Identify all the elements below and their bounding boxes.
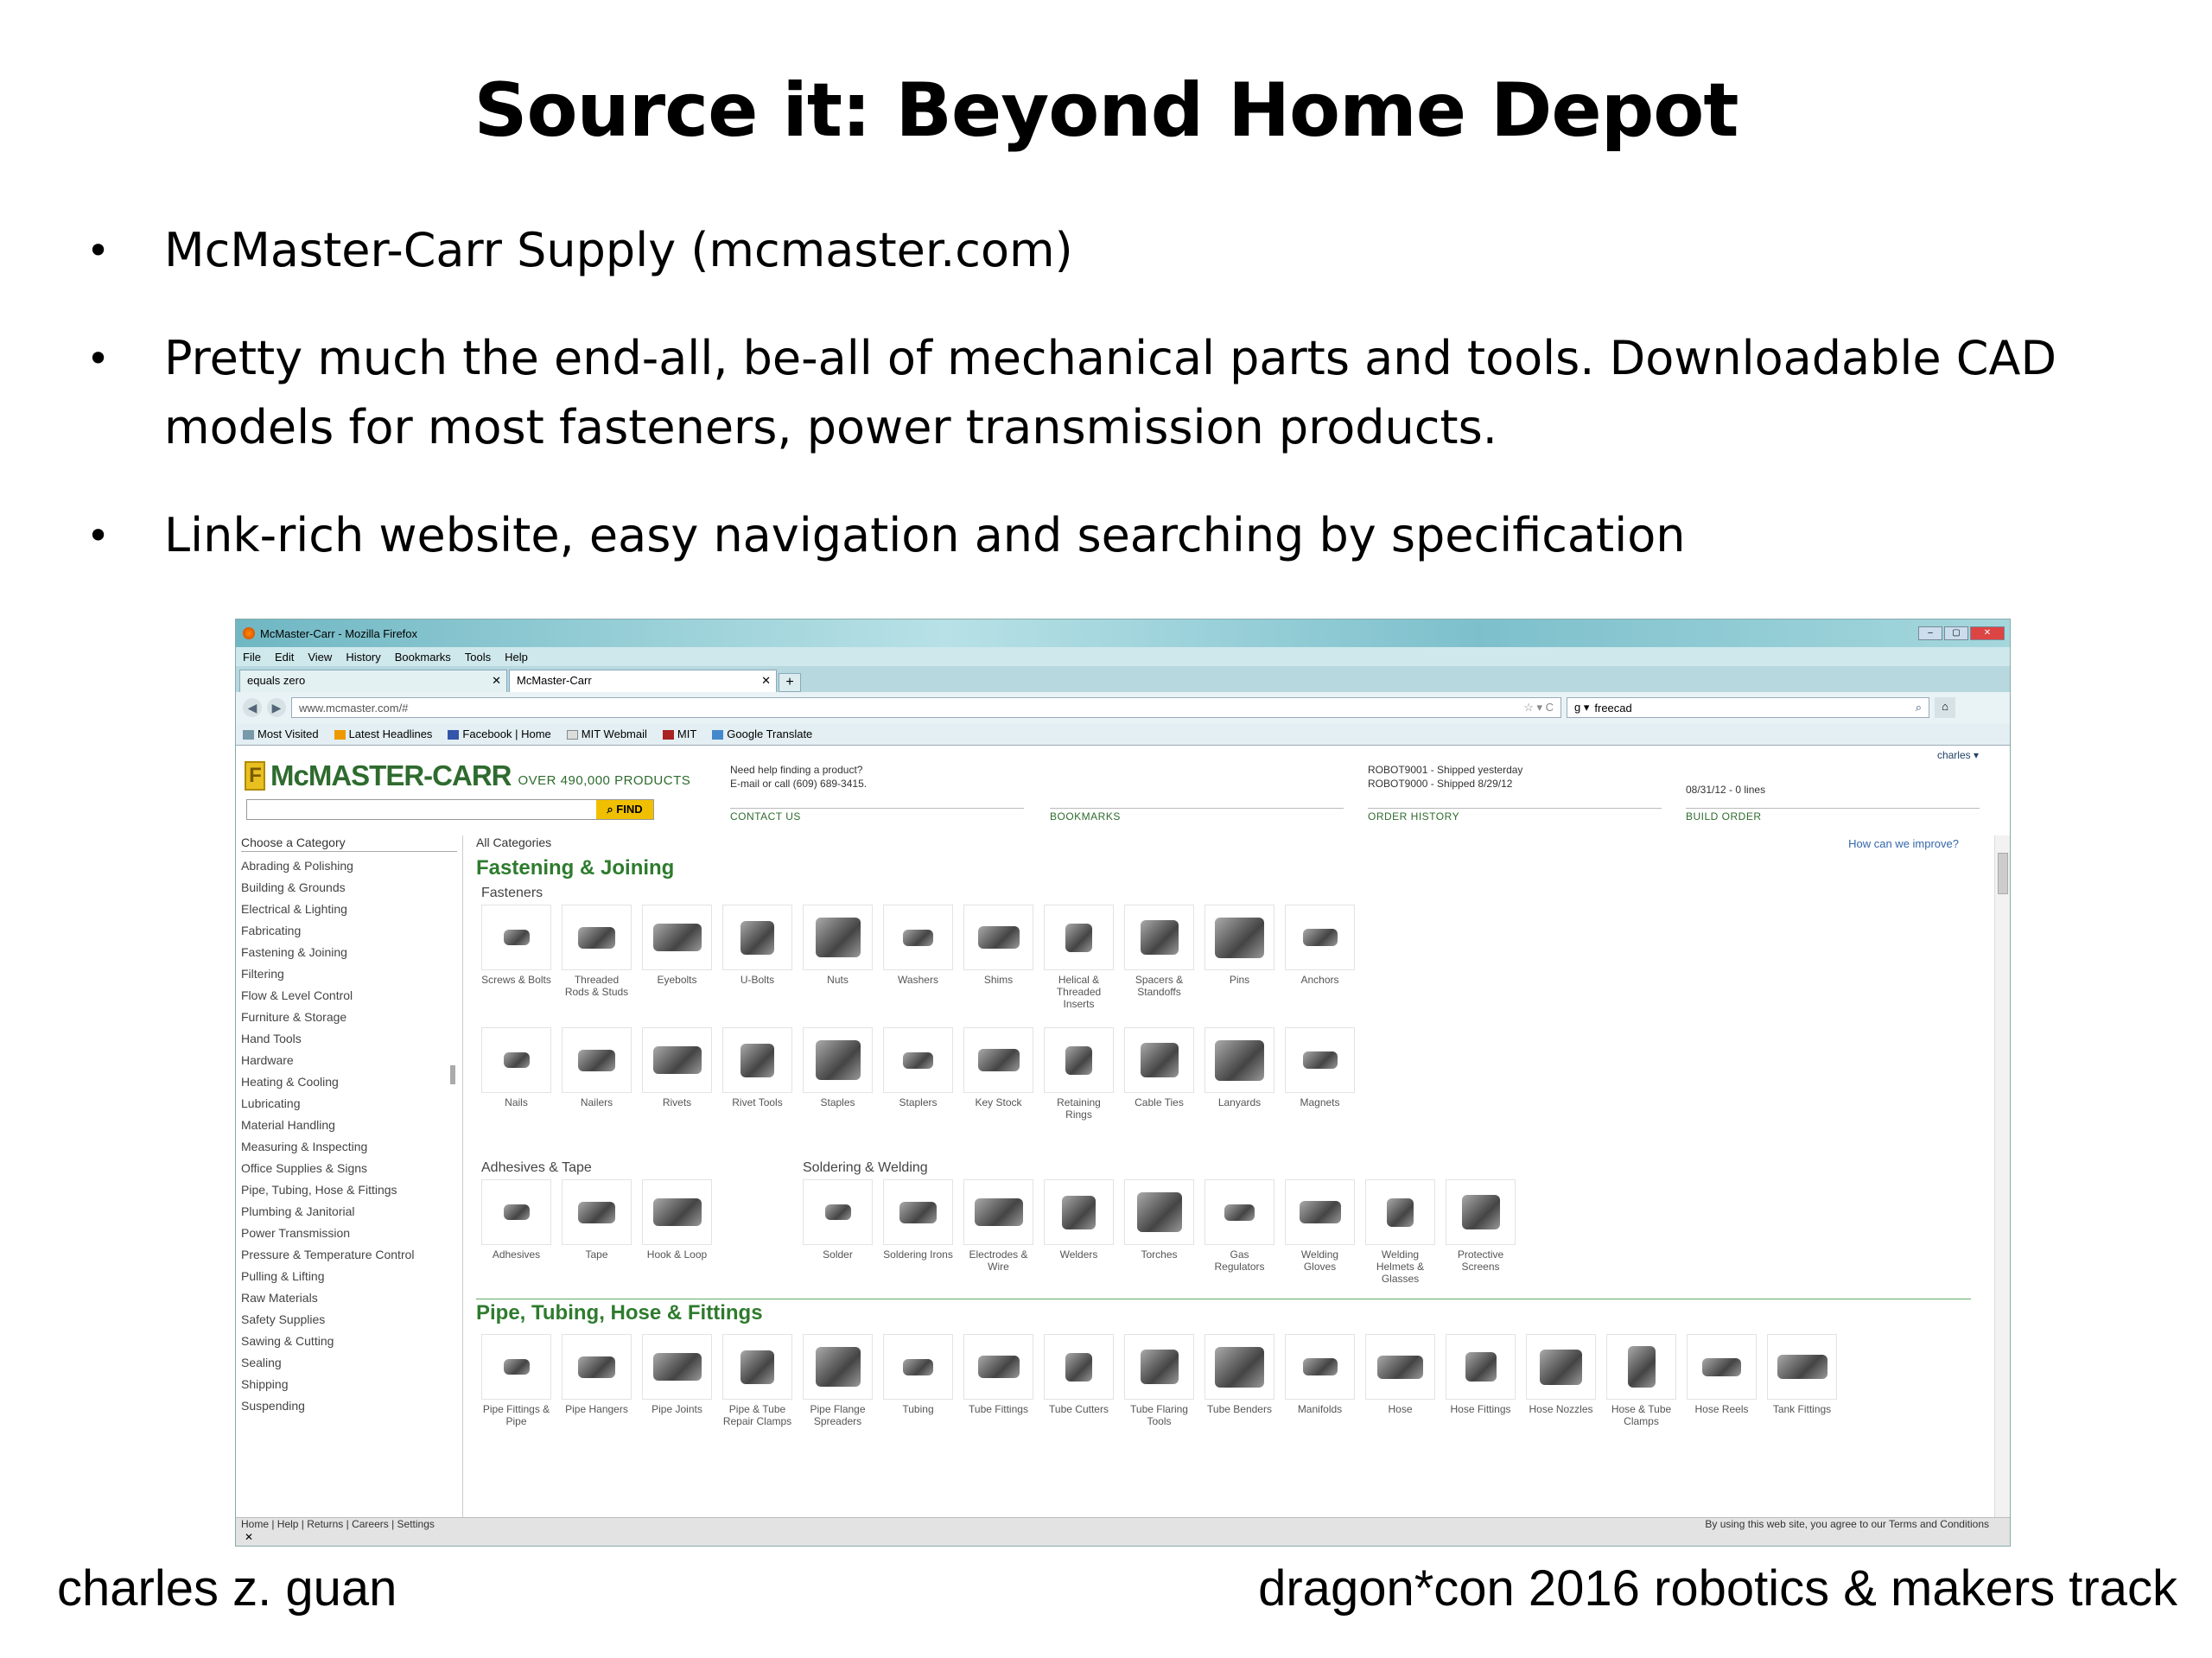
product-label[interactable]: Threaded Rods & Studs: [564, 974, 629, 998]
logo-text: McMASTER-CARR: [270, 759, 512, 791]
product-tile[interactable]: [562, 1027, 632, 1134]
product-tile[interactable]: [1044, 1334, 1114, 1441]
product-image[interactable]: [883, 1334, 953, 1400]
product-image[interactable]: [1205, 905, 1274, 970]
product-tile[interactable]: [1205, 1179, 1274, 1286]
product-tile[interactable]: [1606, 1334, 1676, 1441]
product-image[interactable]: [963, 1027, 1033, 1093]
sidebar-item[interactable]: Fabricating: [241, 924, 302, 937]
product-image[interactable]: [963, 1179, 1033, 1245]
product-image[interactable]: [1365, 1334, 1435, 1400]
sidebar-item[interactable]: Pipe, Tubing, Hose & Fittings: [241, 1183, 397, 1197]
sidebar-item[interactable]: Furniture & Storage: [241, 1010, 347, 1024]
product-label[interactable]: Pipe Flange Spreaders: [810, 1403, 866, 1427]
product-tile[interactable]: [963, 1179, 1033, 1286]
footer-links[interactable]: Home | Help | Returns | Careers | Settings: [241, 1518, 435, 1530]
product-tile[interactable]: [963, 1027, 1033, 1134]
product-label[interactable]: Nuts: [827, 974, 849, 986]
bullet-item: • Link-rich website, easy navigation and searching by specification: [86, 501, 1685, 570]
product-tile[interactable]: [1446, 1334, 1516, 1441]
product-label[interactable]: Screws & Bolts: [481, 974, 551, 986]
product-tile[interactable]: [1205, 905, 1274, 1012]
product-label[interactable]: Pipe Fittings & Pipe: [482, 1403, 550, 1427]
product-tile[interactable]: [562, 1334, 632, 1441]
product-label[interactable]: Tube Cutters: [1049, 1403, 1109, 1415]
bookmark-google-translate[interactable]: Google Translate: [712, 727, 812, 740]
product-image[interactable]: [1285, 1179, 1355, 1245]
sidebar-item[interactable]: Office Supplies & Signs: [241, 1161, 368, 1175]
title-bar: [236, 619, 2010, 647]
menu-file[interactable]: File: [243, 650, 261, 664]
product-tile[interactable]: [722, 905, 792, 1012]
logo-mark-icon: F: [245, 761, 265, 791]
site-header: [236, 746, 2010, 823]
build-order-link[interactable]: BUILD ORDER: [1686, 808, 1980, 823]
product-image[interactable]: [803, 1027, 873, 1093]
product-image[interactable]: [883, 1027, 953, 1093]
bookmark-latest-headlines[interactable]: Latest Headlines: [334, 727, 433, 740]
window-title: McMaster-Carr - Mozilla Firefox: [260, 626, 418, 640]
product-image[interactable]: [1526, 1334, 1596, 1400]
product-label[interactable]: Cable Ties: [1135, 1096, 1184, 1109]
footer-terms[interactable]: By using this web site, you agree to our Terms and Conditions: [1705, 1518, 1989, 1530]
home-icon[interactable]: ⌂: [1935, 697, 1955, 718]
product-image[interactable]: [1205, 1334, 1274, 1400]
product-tile[interactable]: [1767, 1334, 1837, 1441]
firefox-icon: [243, 627, 255, 639]
product-label[interactable]: Magnets: [1300, 1096, 1340, 1109]
product-image[interactable]: [1044, 1027, 1114, 1093]
close-tab-icon[interactable]: ✕: [492, 674, 501, 687]
product-tile[interactable]: [803, 905, 873, 1012]
menu-view[interactable]: View: [308, 650, 333, 664]
product-image[interactable]: [1124, 1334, 1194, 1400]
category-sidebar: [241, 835, 457, 1417]
cart-info: 08/31/12 - 0 lines: [1686, 784, 1766, 796]
slide-title: Source it: Beyond Home Depot: [474, 67, 1738, 154]
product-tile[interactable]: [1044, 1027, 1114, 1134]
product-image[interactable]: [1285, 1027, 1355, 1093]
product-label[interactable]: Tube Fittings: [969, 1403, 1028, 1415]
product-image[interactable]: [1044, 1334, 1114, 1400]
product-tile[interactable]: [481, 1027, 551, 1134]
sidebar-item[interactable]: Building & Grounds: [241, 880, 346, 894]
product-tile[interactable]: [1124, 1027, 1194, 1134]
menu-edit[interactable]: Edit: [274, 650, 295, 664]
product-image[interactable]: [562, 1179, 632, 1245]
all-categories-label: All Categories: [476, 835, 552, 849]
back-button[interactable]: ◀: [243, 698, 262, 717]
sidebar-item[interactable]: Suspending: [241, 1399, 305, 1413]
product-label[interactable]: Nails: [505, 1096, 528, 1109]
sidebar-item[interactable]: Lubricating: [241, 1096, 301, 1110]
forward-button[interactable]: ▶: [267, 698, 286, 717]
fasteners-heading[interactable]: Fasteners: [481, 886, 543, 900]
product-tile[interactable]: [481, 1179, 551, 1286]
product-label[interactable]: Welders: [1059, 1248, 1098, 1261]
close-findbar-icon[interactable]: ✕: [245, 1531, 254, 1543]
product-image[interactable]: [1285, 1334, 1355, 1400]
maximize-button[interactable]: ▢: [1944, 626, 1968, 640]
product-label[interactable]: Nailers: [580, 1096, 613, 1109]
search-bar[interactable]: [1567, 697, 1929, 718]
product-label[interactable]: Hose Reels: [1694, 1403, 1749, 1415]
product-tile[interactable]: [1446, 1179, 1516, 1286]
product-image[interactable]: [883, 905, 953, 970]
product-tile[interactable]: [1285, 1179, 1355, 1286]
mcmaster-page: [236, 746, 2010, 1519]
product-label[interactable]: Helical & Threaded Inserts: [1056, 974, 1102, 1010]
bookmark-icon: [243, 730, 254, 740]
menu-tools[interactable]: Tools: [464, 650, 492, 664]
product-image[interactable]: [562, 905, 632, 970]
product-image[interactable]: [1446, 1179, 1516, 1245]
tab-strip: [236, 666, 2010, 692]
product-label[interactable]: Staples: [820, 1096, 855, 1109]
product-image[interactable]: [481, 905, 551, 970]
product-image[interactable]: [1124, 905, 1194, 970]
product-label[interactable]: Tube Flaring Tools: [1130, 1403, 1188, 1427]
product-tile[interactable]: [963, 1334, 1033, 1441]
bookmark-mit[interactable]: MIT: [663, 727, 696, 740]
improve-link[interactable]: How can we improve?: [1848, 837, 1959, 850]
adhesives-heading[interactable]: Adhesives & Tape: [481, 1160, 592, 1175]
close-tab-icon[interactable]: ✕: [761, 674, 771, 687]
mit-icon: [663, 730, 674, 740]
sidebar-item[interactable]: Flow & Level Control: [241, 988, 353, 1002]
product-tile[interactable]: [562, 1179, 632, 1286]
bullet-item: • McMaster-Carr Supply (mcmaster.com): [86, 216, 1073, 285]
bullet-item: • Pretty much the end-all, be-all of mechanical parts and tools. Downloadable CAD models for most fasteners, power transmission products.: [86, 324, 2177, 462]
site-search-input[interactable]: [246, 799, 654, 820]
close-button[interactable]: ✕: [1970, 626, 2005, 640]
product-image[interactable]: [562, 1027, 632, 1093]
section-pipe[interactable]: Pipe, Tubing, Hose & Fittings: [476, 1301, 763, 1324]
rss-icon: [334, 730, 346, 740]
product-label[interactable]: Pins: [1229, 974, 1250, 986]
bookmark-most-visited[interactable]: Most Visited: [243, 727, 319, 740]
sidebar-item[interactable]: Sawing & Cutting: [241, 1334, 334, 1348]
product-image[interactable]: [722, 905, 792, 970]
product-tile[interactable]: [642, 905, 712, 1012]
sidebar-item[interactable]: Measuring & Inspecting: [241, 1140, 368, 1153]
product-image[interactable]: [1606, 1334, 1676, 1400]
sidebar-item[interactable]: Abrading & Polishing: [241, 859, 353, 873]
product-label[interactable]: Shims: [983, 974, 1014, 986]
sidebar-item[interactable]: Material Handling: [241, 1118, 335, 1132]
product-tile[interactable]: [1285, 905, 1355, 1012]
product-image[interactable]: [1044, 1179, 1114, 1245]
sidebar-item[interactable]: Power Transmission: [241, 1226, 351, 1240]
product-label[interactable]: Manifolds: [1297, 1403, 1343, 1415]
product-image[interactable]: [722, 1334, 792, 1400]
slide-author: charles z. guan: [57, 1560, 397, 1617]
product-image[interactable]: [642, 1179, 712, 1245]
product-tile[interactable]: [883, 1334, 953, 1441]
product-tile[interactable]: [1044, 905, 1114, 1012]
product-label[interactable]: Anchors: [1300, 974, 1339, 986]
page-scrollbar[interactable]: [1994, 835, 2010, 1519]
product-tile[interactable]: [642, 1179, 712, 1286]
product-image[interactable]: [1687, 1334, 1757, 1400]
product-image[interactable]: [1124, 1179, 1194, 1245]
product-label[interactable]: U-Bolts: [740, 974, 775, 986]
mail-icon: [567, 730, 578, 740]
bookmark-facebook[interactable]: Facebook | Home: [448, 727, 550, 740]
sidebar-item[interactable]: Heating & Cooling: [241, 1075, 339, 1089]
sidebar-item[interactable]: Pulling & Lifting: [241, 1269, 325, 1283]
bookmark-star-icon[interactable]: ☆ ▾ C: [1523, 701, 1554, 714]
sidebar-item[interactable]: Filtering: [241, 967, 284, 981]
search-value: freecad: [1594, 701, 1632, 715]
google-icon: g ▾: [1574, 701, 1590, 714]
bookmarks-link[interactable]: BOOKMARKS: [1050, 808, 1344, 823]
main-content: [476, 835, 1971, 1441]
url-bar[interactable]: [291, 697, 1561, 718]
help-text: Need help finding a product? E-mail or call (609) 689-3415.: [730, 764, 868, 790]
product-image[interactable]: [1365, 1179, 1435, 1245]
product-label[interactable]: Retaining Rings: [1057, 1096, 1101, 1121]
product-tile[interactable]: [1205, 1334, 1274, 1441]
product-image[interactable]: [722, 1027, 792, 1093]
product-tile[interactable]: [481, 905, 551, 1012]
product-label[interactable]: Hook & Loop: [646, 1248, 708, 1261]
product-tile[interactable]: [1687, 1334, 1757, 1441]
product-tile[interactable]: [803, 1334, 873, 1441]
browser-window: [235, 619, 2011, 1547]
product-tile[interactable]: [803, 1179, 873, 1286]
product-label[interactable]: Hose: [1388, 1403, 1413, 1415]
product-label[interactable]: Key Stock: [975, 1096, 1022, 1109]
slide-event: dragon*con 2016 robotics & makers track: [1258, 1560, 2177, 1617]
product-tile[interactable]: [1365, 1179, 1435, 1286]
soldering-heading[interactable]: Soldering & Welding: [803, 1160, 928, 1175]
status-bar: [236, 1517, 2010, 1546]
product-label[interactable]: Tubing: [902, 1403, 934, 1415]
product-image[interactable]: [803, 1334, 873, 1400]
product-image[interactable]: [1285, 905, 1355, 970]
product-label[interactable]: Washers: [898, 974, 938, 986]
product-image[interactable]: [1767, 1334, 1837, 1400]
nav-bar: [236, 692, 2010, 723]
product-tile[interactable]: [963, 905, 1033, 1012]
product-image[interactable]: [562, 1334, 632, 1400]
product-label[interactable]: Rivet Tools: [732, 1096, 783, 1109]
product-label[interactable]: Solder: [823, 1248, 853, 1261]
product-label[interactable]: Protective Screens: [1457, 1248, 1504, 1273]
sidebar-item[interactable]: Electrical & Lighting: [241, 902, 347, 916]
sidebar-scrollbar[interactable]: [450, 1065, 455, 1084]
bookmarks-bar: [236, 723, 2010, 746]
tab-equals-zero[interactable]: [239, 670, 507, 692]
product-label[interactable]: Gas Regulators: [1214, 1248, 1265, 1273]
product-tile[interactable]: [803, 1027, 873, 1134]
product-image[interactable]: [803, 905, 873, 970]
product-tile[interactable]: [722, 1027, 792, 1134]
product-label[interactable]: Staplers: [899, 1096, 938, 1109]
product-tile[interactable]: [562, 905, 632, 1012]
tab-label: McMaster-Carr: [517, 674, 592, 687]
product-image[interactable]: [1205, 1027, 1274, 1093]
product-tile[interactable]: [1124, 1179, 1194, 1286]
menu-history[interactable]: History: [346, 650, 381, 664]
sidebar-item[interactable]: Fastening & Joining: [241, 945, 347, 959]
product-tile[interactable]: [1285, 1334, 1355, 1441]
product-label[interactable]: Spacers & Standoffs: [1135, 974, 1184, 998]
product-image[interactable]: [803, 1179, 873, 1245]
product-label[interactable]: Eyebolts: [657, 974, 697, 986]
url-text: www.mcmaster.com/#: [299, 701, 409, 715]
product-tile[interactable]: [642, 1334, 712, 1441]
product-tile[interactable]: [1365, 1334, 1435, 1441]
product-image[interactable]: [963, 905, 1033, 970]
contact-us-link[interactable]: CONTACT US: [730, 808, 1024, 823]
product-image[interactable]: [1044, 905, 1114, 970]
search-icon[interactable]: ⌕: [1915, 701, 1922, 714]
tab-mcmaster[interactable]: [509, 670, 777, 692]
product-image[interactable]: [642, 1334, 712, 1400]
order-history-link[interactable]: ORDER HISTORY: [1368, 808, 1662, 823]
product-label[interactable]: Pipe Joints: [652, 1403, 702, 1415]
section-fastening[interactable]: Fastening & Joining: [476, 856, 675, 880]
product-image[interactable]: [642, 1027, 712, 1093]
product-image[interactable]: [481, 1334, 551, 1400]
product-tile[interactable]: [1044, 1179, 1114, 1286]
minimize-button[interactable]: –: [1918, 626, 1942, 640]
sidebar-item[interactable]: Plumbing & Janitorial: [241, 1204, 355, 1218]
bookmark-mit-webmail[interactable]: MIT Webmail: [567, 727, 647, 740]
product-label[interactable]: Electrodes & Wire: [969, 1248, 1028, 1273]
user-menu[interactable]: charles ▾: [1936, 749, 1979, 761]
divider: [462, 835, 463, 1519]
product-tile[interactable]: [1205, 1027, 1274, 1134]
menu-bookmarks[interactable]: Bookmarks: [394, 650, 451, 664]
scroll-thumb[interactable]: [1998, 853, 2008, 894]
product-label[interactable]: Rivets: [662, 1096, 692, 1109]
product-image[interactable]: [1205, 1179, 1274, 1245]
tab-label: equals zero: [247, 674, 306, 687]
sidebar-item[interactable]: Raw Materials: [241, 1291, 318, 1305]
product-label[interactable]: Hose Fittings: [1450, 1403, 1511, 1415]
product-tile[interactable]: [1124, 1334, 1194, 1441]
product-label[interactable]: Pipe & Tube Repair Clamps: [722, 1403, 792, 1427]
product-label[interactable]: Soldering Irons: [883, 1248, 953, 1261]
recent-orders: ROBOT9001 - Shipped yesterday ROBOT9000 - Shipped 8/29/12: [1368, 764, 1523, 790]
product-label[interactable]: Pipe Hangers: [565, 1403, 628, 1415]
translate-icon: [712, 730, 723, 740]
find-button[interactable]: ⌕ FIND: [596, 800, 653, 819]
product-label[interactable]: Torches: [1141, 1248, 1178, 1261]
product-label[interactable]: Tank Fittings: [1772, 1403, 1832, 1415]
product-image[interactable]: [1446, 1334, 1516, 1400]
product-label[interactable]: Lanyards: [1217, 1096, 1262, 1109]
menu-bar: [236, 647, 2010, 666]
product-tile[interactable]: [883, 905, 953, 1012]
facebook-icon: [448, 730, 459, 740]
product-label[interactable]: Hose & Tube Clamps: [1611, 1403, 1672, 1427]
sidebar-item[interactable]: Sealing: [241, 1356, 282, 1369]
product-image[interactable]: [642, 905, 712, 970]
product-label[interactable]: Welding Gloves: [1300, 1248, 1339, 1273]
product-tile[interactable]: [883, 1179, 953, 1286]
product-tile[interactable]: [1124, 905, 1194, 1012]
product-tile[interactable]: [722, 1334, 792, 1441]
sidebar-item[interactable]: Safety Supplies: [241, 1312, 326, 1326]
product-label[interactable]: Hose Nozzles: [1529, 1403, 1593, 1415]
menu-help[interactable]: Help: [505, 650, 528, 664]
product-tile[interactable]: [883, 1027, 953, 1134]
mcmaster-logo[interactable]: [245, 759, 690, 792]
product-label[interactable]: Welding Helmets & Glasses: [1376, 1248, 1425, 1285]
product-label[interactable]: Tape: [585, 1248, 608, 1261]
product-label[interactable]: Adhesives: [492, 1248, 541, 1261]
product-image[interactable]: [481, 1179, 551, 1245]
product-tile[interactable]: [1526, 1334, 1596, 1441]
product-tile[interactable]: [642, 1027, 712, 1134]
product-image[interactable]: [481, 1027, 551, 1093]
sidebar-item[interactable]: Hand Tools: [241, 1032, 302, 1045]
product-image[interactable]: [883, 1179, 953, 1245]
sidebar-item[interactable]: Shipping: [241, 1377, 289, 1391]
new-tab-button[interactable]: +: [779, 673, 801, 692]
product-tile[interactable]: [1285, 1027, 1355, 1134]
product-image[interactable]: [1124, 1027, 1194, 1093]
sidebar-title: Choose a Category: [241, 835, 457, 852]
sidebar-item[interactable]: Pressure & Temperature Control: [241, 1248, 415, 1261]
sidebar-item[interactable]: Hardware: [241, 1053, 294, 1067]
product-image[interactable]: [963, 1334, 1033, 1400]
logo-tagline: OVER 490,000 PRODUCTS: [518, 772, 691, 788]
product-label[interactable]: Tube Benders: [1207, 1403, 1272, 1415]
product-tile[interactable]: [481, 1334, 551, 1441]
